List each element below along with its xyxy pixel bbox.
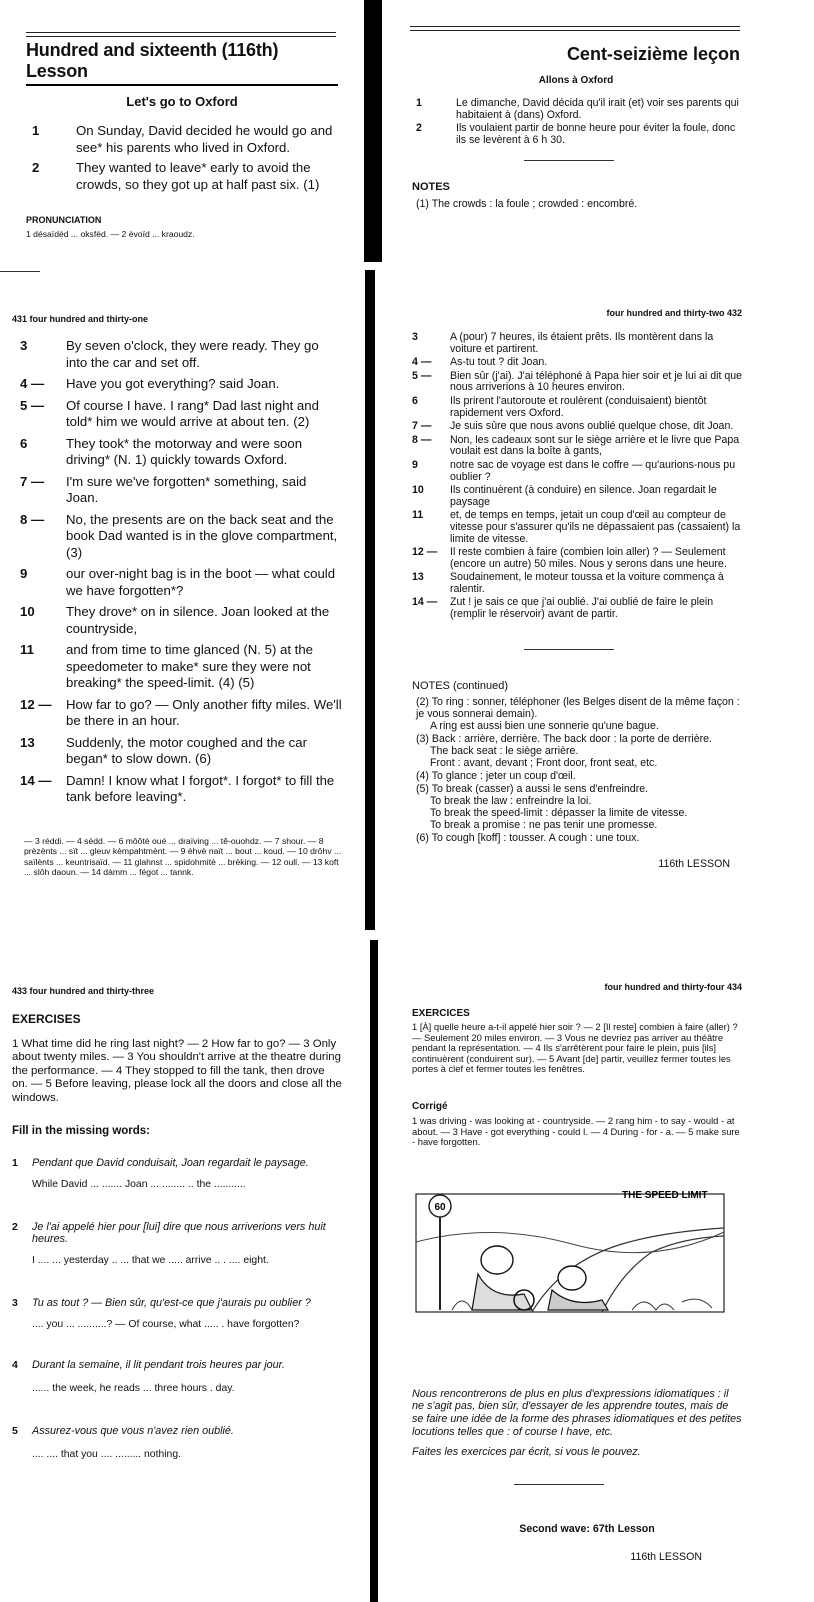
para-text: They took* the motorway and were soon driving* (N. 1) quickly towards Oxford. — [66, 435, 303, 467]
para-text: How far to go? — Only another fifty miles. We'll be there in an hour. — [66, 696, 342, 728]
para-num: 3 — [20, 338, 28, 353]
para-14 — [12, 773, 342, 806]
para-fr-3 — [412, 332, 742, 355]
para-fr-6 — [412, 396, 742, 419]
fill-item-3 — [12, 1297, 342, 1333]
idioms-text: Nous rencontrerons de plus en plus d'expressions idiomatiques : il ne s'agit pas, bien sûr, d'essayer de les apprendre toutes, mais de se faire une idée de la forme des phrases idiomatiques et des petites locutions telles que : of course I have, etc. — [412, 1387, 742, 1438]
para-fr-4 — [412, 357, 742, 369]
note-6: (6) To cough [koff] : tousser. A cough : une toux. — [416, 831, 640, 844]
note-5: (5) To break (casser) a aussi le sens d'enfreindre. — [416, 782, 649, 795]
pronunciation-text: 1 désaïdèd ... oksféd. — 2 èvoïd ... kraoudz. — [26, 229, 195, 239]
fill-en: I .... ... yesterday .. ... that we ..... arrive .. . .... eight. — [32, 1255, 269, 1267]
para-fr-14 — [412, 597, 742, 620]
para-text: Bien sûr (j'ai). J'ai téléphoné à Papa hier soir et je lui ai dit que nous arriverions à 10 heures environ. — [450, 369, 743, 394]
page-header-433: 433 four hundred and thirty-three — [12, 986, 155, 996]
page3-left — [12, 986, 342, 1463]
page-break-left — [0, 271, 40, 272]
notes-continued-label: NOTES (continued) — [412, 679, 508, 692]
para-num: 3 — [412, 331, 418, 343]
note-2: (2) To ring : sonner, téléphoner (les Belges disent de la même façon : je vous sonnerai demain). — [416, 695, 740, 720]
para-num: 6 — [412, 394, 418, 407]
para-fr-2 — [412, 123, 740, 146]
lesson-subtitle-fr: Allons à Oxford — [538, 75, 614, 86]
para-num: 4 — — [20, 376, 45, 391]
fill-item-1 — [12, 1157, 342, 1193]
para-num: 13 — [412, 571, 424, 584]
note-5c: To break the speed-limit : dépasser la limite de vitesse. — [430, 806, 688, 819]
para-fr-11 — [412, 510, 742, 545]
para-text: Ils continuèrent (à conduire) en silence. Joan regardait le paysage — [450, 484, 717, 508]
paras-en-1 — [26, 123, 338, 193]
fill-en: .... you ... ..........? — Of course, what ..... . have forgotten? — [32, 1319, 300, 1331]
lesson-title-en: Hundred and sixteenth (116th) Lesson — [26, 40, 338, 86]
cartoon-frame — [416, 1194, 724, 1312]
para-fr-13 — [412, 572, 742, 595]
paras-en-2 — [12, 338, 342, 806]
page1-right — [412, 44, 740, 210]
page-header-434: four hundred and thirty-four 434 — [604, 982, 742, 992]
para-num: 5 — — [412, 369, 432, 382]
notes-continued — [412, 696, 742, 844]
para-text: Ils prirent l'autoroute et roulèrent (conduisaient) bientôt rapidement vers Oxford. — [450, 394, 707, 419]
page1-left — [26, 40, 338, 240]
para-fr-10 — [412, 485, 742, 508]
note-3c: Front : avant, devant ; Front door, front seat, etc. — [430, 756, 658, 769]
fill-en: While David ... ....... Joan ... ........ .. the ........... — [32, 1179, 246, 1191]
para-text: Le dimanche, David décida qu'il irait (et) voir ses parents qui habitaient à (dans) Oxford. — [456, 97, 739, 121]
para-num: 9 — [20, 566, 28, 581]
page2-right — [412, 308, 742, 870]
para-num: 5 — — [20, 397, 45, 413]
pronunciation-label: PRONUNCIATION — [26, 215, 102, 225]
para-text: No, the presents are on the back seat and the book Dad wanted is in the glove compartment, (3) — [66, 511, 338, 560]
fill-num: 1 — [12, 1157, 18, 1170]
center-divider-3 — [370, 940, 378, 1602]
cartoon-caption: THE SPEED LIMIT — [622, 1189, 708, 1201]
para-text: and from time to time glanced (N. 5) at the speedometer to make* sure they were not breaking* the speed-limit. (4) (5) — [66, 642, 314, 690]
para-text: Damn! I know what I forgot*. I forgot* to fill the tank before leaving*. — [66, 772, 335, 804]
lesson-subtitle-en: Let's go to Oxford — [126, 94, 238, 109]
fill-fr: Assurez-vous que vous n'avez rien oublié. — [32, 1425, 234, 1438]
fill-label: Fill in the missing words: — [12, 1125, 151, 1138]
para-text: Non, les cadeaux sont sur le siège arrière et le livre que Papa voulait est dans la boîte à gants, — [450, 433, 740, 458]
section-rule — [524, 160, 614, 161]
fill-num: 2 — [12, 1221, 18, 1234]
para-text: notre sac de voyage est dans le coffre — qu'aurions-nous pu oublier ? — [450, 458, 736, 483]
para-num: 10 — [20, 604, 35, 619]
para-num: 7 — — [412, 420, 432, 433]
para-num: 12 — — [412, 546, 438, 559]
para-num: 14 — — [20, 772, 52, 788]
para-text: Zut ! je sais ce que j'ai oublié. J'ai oublié de faire le plein (remplir le réservoir) avant de partir. — [450, 596, 714, 621]
fill-fr: Pendant que David conduisait, Joan regardait le paysage. — [32, 1157, 309, 1170]
para-num: 7 — — [20, 473, 45, 489]
para-text: As-tu tout ? dit Joan. — [450, 356, 548, 369]
para-fr-7 — [412, 421, 742, 433]
exercises-text: 1 What time did he ring last night? — 2 How far to go? — 3 Only about twenty miles. — 3 You shouldn't arrive at the theatre during the performance. — 4 They stopped to fill the tank, then drove on. — 5 Before leaving, please lock all the doors and close all the windows. — [12, 1038, 342, 1104]
cartoon-driver-head — [481, 1246, 513, 1274]
fill-fr: Je l'ai appelé hier pour [lui] dire que nous arriverions vers huit heures. — [32, 1221, 326, 1246]
fill-fr: Durant la semaine, il lit pendant trois heures par jour. — [32, 1359, 285, 1372]
para-13 — [12, 735, 342, 768]
fill-fr: Tu as tout ? — Bien sûr, qu'est-ce que j'aurais pu oublier ? — [32, 1297, 311, 1310]
top-rule-left — [26, 32, 336, 37]
note-5d: To break a promise : ne pas tenir une promesse. — [430, 818, 658, 831]
cartoon-drawing — [412, 1182, 728, 1342]
fill-num: 3 — [12, 1297, 18, 1310]
lesson-title-fr: Cent-seizième leçon — [566, 44, 740, 64]
para-num: 6 — [20, 435, 28, 451]
para-fr-9 — [412, 460, 742, 483]
para-5 — [12, 398, 342, 431]
para-fr-12 — [412, 547, 742, 570]
para-text: They drove* on in silence. Joan looked at the countryside, — [66, 604, 330, 636]
note-5b: To break the law : enfreindre la loi. — [430, 794, 592, 807]
section-rule-3 — [514, 1484, 604, 1485]
section-rule-2 — [524, 649, 614, 650]
para-text: A (pour) 7 heures, ils étaient prêts. Ils montèrent dans la voiture et partirent. — [450, 331, 714, 355]
para-text: Soudainement, le moteur toussa et la voiture commença à ralentir. — [450, 571, 724, 595]
note-2b: A ring est aussi bien une sonnerie qu'une bague. — [430, 719, 659, 732]
para-num: 9 — [412, 458, 418, 471]
page-header-432: four hundred and thirty-two 432 — [606, 308, 742, 318]
para-num: 4 — — [412, 356, 432, 369]
para-num: 1 — [32, 123, 40, 138]
para-num: 14 — — [412, 596, 438, 609]
cartoon-sign-text: 60 — [434, 1201, 446, 1213]
exercises-fr-label: EXERCICES — [412, 1008, 470, 1019]
para-num: 2 — [416, 122, 422, 135]
fill-en: .... .... that you .... ......... nothing. — [32, 1449, 182, 1461]
para-text: They wanted to leave* early to avoid the crowds, so they got up at half past six. (1) — [76, 160, 320, 192]
para-num: 12 — — [20, 696, 52, 712]
para-4 — [12, 376, 342, 393]
page-header-431: 431 four hundred and thirty-one — [12, 314, 149, 324]
fill-en: ...... the week, he reads ... three hours . day. — [32, 1383, 235, 1395]
fill-item-2 — [12, 1221, 342, 1269]
para-11 — [12, 642, 342, 692]
para-6 — [12, 436, 342, 469]
para-3 — [12, 338, 342, 371]
para-fr-5 — [412, 371, 742, 394]
para-text: Of course I have. I rang* Dad last night and told* him we would arrive at about ten. (2) — [66, 397, 319, 429]
para-num: 11 — [412, 509, 424, 522]
para-12 — [12, 697, 342, 730]
exercises-fr-text: 1 [À] quelle heure a-t-il appelé hier soir ? — 2 [Il reste] combien à faire (aller) ? — Seulement 20 miles environ. — 3 Vous ne devriez pas arriver au théâtre pendant la représentation. — 4 Ils s'arrêtèrent pour faire le plein, puis [ils] continuèrent (conduirent sur). — 5 Avant [de] partir, veuillez fermer toutes les portes à clef et fermer toutes les fenêtres. — [412, 1021, 738, 1075]
fill-item-4 — [12, 1359, 342, 1397]
paras-fr-2 — [412, 332, 742, 621]
cartoon-passenger-head — [558, 1266, 586, 1290]
fill-num: 4 — [12, 1359, 18, 1372]
para-text: Je suis sûre que nous avons oublié quelque chose, dit Joan. — [450, 420, 734, 433]
notes-label: NOTES — [412, 181, 450, 194]
para-num: 8 — — [412, 433, 432, 446]
page3-right — [412, 982, 742, 1563]
para-text: By seven o'clock, they were ready. They go into the car and set off. — [66, 338, 319, 370]
center-divider-1 — [364, 0, 382, 262]
para-text: I'm sure we've forgotten* something, said Joan. — [66, 473, 307, 505]
second-wave: Second wave: 67th Lesson — [519, 1523, 655, 1536]
para-num: 1 — [416, 97, 422, 109]
para-num: 13 — [20, 734, 35, 750]
note-4: (4) To glance : jeter un coup d'œil. — [416, 769, 576, 782]
para-1 — [26, 123, 338, 156]
center-divider-2 — [365, 270, 375, 930]
para-text: et, de temps en temps, jetait un coup d'œil au compteur de vitesse pour s'assurer qu'ils ne dépassaient pas (cassaient) la limite de vitesse. — [450, 509, 741, 545]
note-1: (1) The crowds : la foule ; crowded : encombré. — [416, 198, 638, 211]
para-text: Suddenly, the motor coughed and the car began* to slow down. (6) — [66, 734, 307, 766]
paras-fr-1 — [412, 98, 740, 146]
written-text: Faites les exercices par écrit, si vous le pouvez. — [412, 1446, 641, 1459]
exercises-label: EXERCISES — [12, 1012, 81, 1026]
para-2 — [26, 160, 338, 193]
page-footer-lesson-2: 116th LESSON — [630, 1551, 702, 1564]
corrige-label: Corrigé — [412, 1100, 448, 1112]
note-3b: The back seat : le siège arrière. — [430, 744, 579, 757]
para-text: Ils voulaient partir de bonne heure pour éviter la foule, donc ils se levèrent à 6 h 30. — [456, 122, 736, 146]
pronunciation-text-2: — 3 réddi. — 4 sèdd. — 6 môôtè oué ... draïving ... tê-ouohdz. — 7 shour. — 8 prèzènts ... sït ... gleuv kèmpahtmènt. — 9 èhvè naït ... bout ... koud. — 10 drôhv ... saïlènts ... keuntrisaïd. — 11 glahnst ... spidohmitè ... brèking. — 12 oull. — 13 koft ... slôh daoun. — 14 dàmm ... fégot ... tannk. — [24, 835, 342, 877]
top-rule-right — [410, 26, 740, 31]
para-num: 2 — [32, 160, 40, 175]
para-num: 8 — — [20, 511, 45, 527]
para-num: 10 — [412, 484, 424, 497]
para-9 — [12, 566, 342, 599]
corrige-text: 1 was driving - was looking at - countryside. — 2 rang him - to say - would - at about. — 3 Have - got everything - could I. — 4 During - for - a. — 5 make sure - have forgotten. — [412, 1114, 740, 1148]
para-fr-1 — [412, 98, 740, 121]
fill-item-5 — [12, 1425, 342, 1463]
fill-num: 5 — [12, 1425, 18, 1438]
page2-left — [12, 314, 342, 878]
speed-limit-cartoon — [412, 1182, 728, 1342]
para-8 — [12, 512, 342, 562]
para-text: our over-night bag is in the boot — what could we have forgotten*? — [66, 566, 336, 598]
para-text: On Sunday, David decided he would go and see* his parents who lived in Oxford. — [76, 123, 333, 155]
para-text: Have you got everything? said Joan. — [66, 376, 280, 391]
para-num: 11 — [20, 642, 34, 657]
para-10 — [12, 604, 342, 637]
note-3: (3) Back : arrière, derrière. The back door : la porte de derrière. — [416, 732, 712, 745]
para-fr-8 — [412, 435, 742, 458]
para-text: Il reste combien à faire (combien loin aller) ? — Seulement (encore un autre) 50 miles. Nous y serons dans une heure. — [450, 546, 727, 570]
para-7 — [12, 474, 342, 507]
page-footer-lesson: 116th LESSON — [658, 857, 730, 870]
